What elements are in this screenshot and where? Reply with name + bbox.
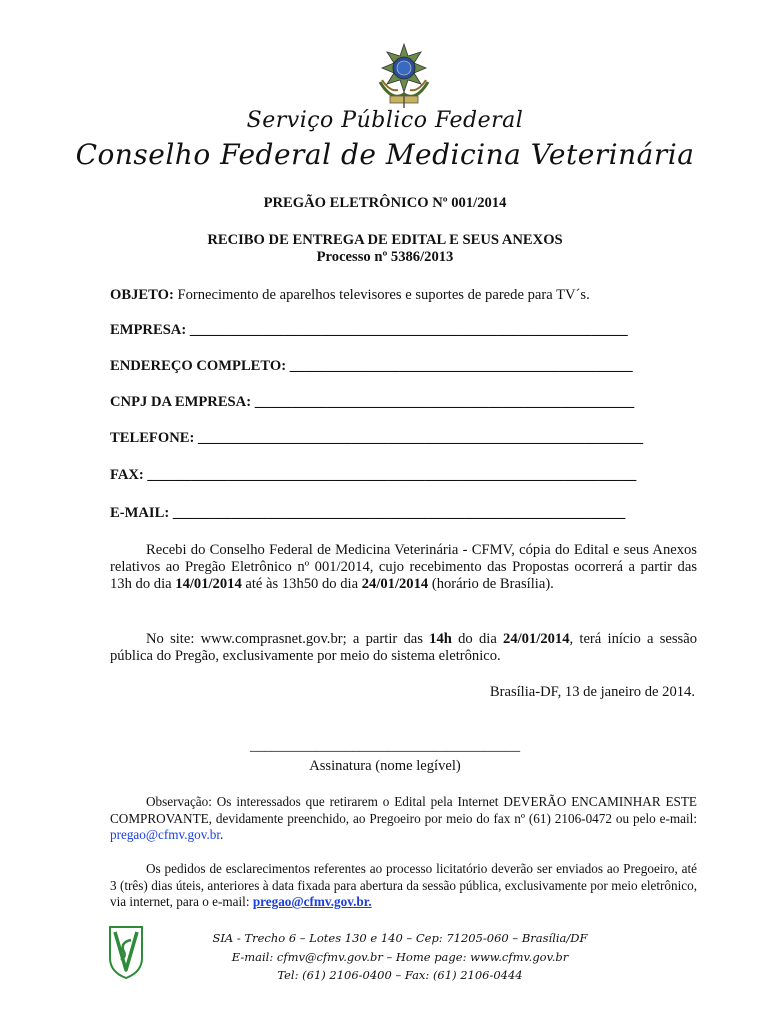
clarification-email-link[interactable]: pregao@cfmv.gov.br.	[252, 894, 372, 909]
session-hour: 14h	[429, 631, 452, 647]
observation-end: .	[220, 827, 224, 842]
objeto-label: OBJETO:	[110, 287, 174, 303]
receipt-paragraph	[110, 542, 697, 593]
footer-address: SIA - Trecho 6 – Lotes 130 e 140 – Cep: 71205-060 – Brasília/DF	[212, 931, 588, 945]
session-date: 24/01/2014	[503, 631, 570, 647]
footer-phone: Tel: (61) 2106-0400 – Fax: (61) 2106-0444	[277, 968, 523, 982]
process-number: Processo nº 5386/2013	[316, 249, 454, 265]
fax-field[interactable]: FAX: ___________________________________________________________________	[110, 467, 637, 483]
signature-label: Assinatura (nome legível)	[309, 758, 461, 774]
signature-line[interactable]: _____________________________________	[250, 738, 520, 754]
para2-text-3: , terá início a sessão pública do Pregão, exclusivamente por meio do sistema eletrônico.	[110, 631, 697, 664]
start-date: 14/01/2014	[175, 576, 242, 592]
receipt-title: RECIBO DE ENTREGA DE EDITAL E SEUS ANEXOS	[207, 232, 563, 248]
objeto-line	[110, 287, 697, 304]
header-council: Conselho Federal de Medicina Veterinária	[75, 138, 695, 171]
empresa-field[interactable]: EMPRESA: ____________________________________________________________	[110, 322, 628, 338]
coat-of-arms-icon	[372, 42, 436, 110]
observation-email-link[interactable]: pregao@cfmv.gov.br	[110, 827, 221, 842]
email-label: E-MAIL:	[110, 505, 170, 521]
endereco-label: ENDEREÇO COMPLETO:	[110, 358, 287, 374]
para1-text: Recebi do Conselho Federal de Medicina Veterinária - CFMV, cópia do Edital e seus Anexos relativos ao Pregão Eletrônico nº 001/2014, cujo recebimento das Propostas ocorrerá a partir das 13h do dia	[110, 542, 697, 592]
endereco-field[interactable]: ENDEREÇO COMPLETO: _______________________________________________	[110, 358, 633, 374]
page-title: PREGÃO ELETRÔNICO Nº 001/2014	[263, 195, 507, 211]
place-date: Brasília-DF, 13 de janeiro de 2014.	[489, 684, 695, 700]
para1-text-3: (horário de Brasília).	[428, 576, 554, 592]
header-service: Serviço Público Federal	[246, 108, 524, 133]
para1-text-2: até às 13h50 do dia	[241, 576, 362, 592]
clarification-paragraph	[110, 861, 697, 911]
fax-label: FAX:	[110, 467, 144, 483]
objeto-text: Fornecimento de aparelhos televisores e suportes de parede para TV´s.	[173, 287, 590, 303]
telefone-label: TELEFONE:	[110, 430, 195, 446]
session-paragraph	[110, 631, 697, 665]
cnpj-label: CNPJ DA EMPRESA:	[110, 394, 252, 410]
observation-text: Observação: Os interessados que retirarem o Edital pela Internet DEVERÃO ENCAMINHAR ESTE COMPROVANTE, devidamente preenchido, ao Pregoeiro por meio do fax nº (61) 2106-0472 ou pelo e-mail:	[110, 794, 697, 826]
para2-text: No site: www.comprasnet.gov.br; a partir das	[146, 631, 430, 647]
end-date: 24/01/2014	[361, 576, 429, 592]
cfmv-logo-icon	[107, 924, 145, 980]
footer-web: E-mail: cfmv@cfmv.gov.br – Home page: www.cfmv.gov.br	[231, 950, 569, 964]
observation-paragraph	[110, 794, 697, 844]
telefone-field[interactable]: TELEFONE: _____________________________________________________________	[110, 430, 644, 446]
clarification-text: Os pedidos de esclarecimentos referentes ao processo licitatório deverão ser enviados ao Pregoeiro, até 3 (três) dias úteis, anteriores à data fixada para abertura da sessão pública, exclusivamente por meio eletrônico, via internet, para o e-mail:	[110, 861, 697, 909]
para2-text-2: do dia	[451, 631, 504, 647]
cnpj-field[interactable]: CNPJ DA EMPRESA: ____________________________________________________	[110, 394, 635, 410]
empresa-label: EMPRESA:	[110, 322, 187, 338]
email-field[interactable]: E-MAIL: ______________________________________________________________	[110, 505, 626, 521]
